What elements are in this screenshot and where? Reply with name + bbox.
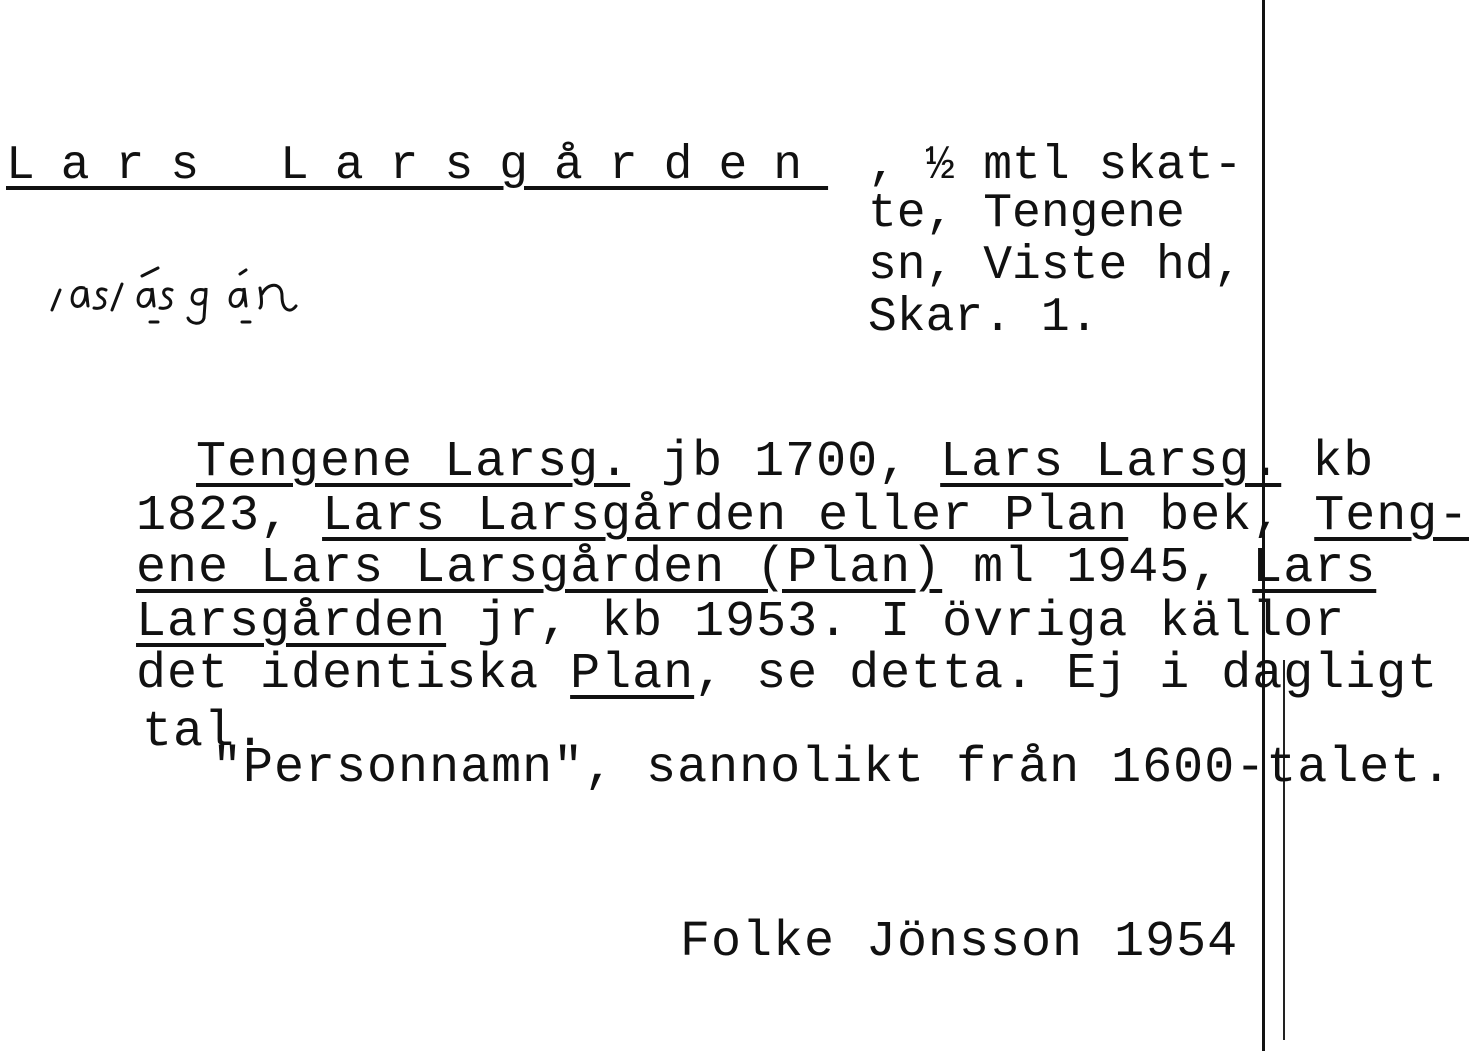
body-text: det identiska [136, 646, 571, 703]
handwritten-pronunciation [46, 240, 446, 320]
name-variant: Plan [570, 646, 695, 703]
name-variant: ene Lars Larsgården (Plan) [136, 540, 943, 597]
name-variant: Teng- [1314, 488, 1469, 545]
body-text: 1823, [136, 488, 323, 545]
name-variant: Lars [1252, 540, 1377, 597]
heading-location-line-3: Skar. 1. [868, 291, 1099, 345]
body-text: tal. [142, 704, 267, 761]
signature: Folke Jönsson 1954 [680, 914, 1239, 971]
body-text: bek, [1128, 488, 1315, 545]
name-variant: Lars Larsg. [940, 434, 1282, 491]
body-text: "Personnamn", sannolikt från 1600-talet. [212, 740, 1453, 797]
body-text: jb 1700, [630, 434, 941, 491]
heading-location-line-1: te, Tengene [868, 187, 1185, 241]
body-text: ml 1945, [942, 540, 1253, 597]
heading-location-line-2: sn, Viste hd, [868, 239, 1243, 293]
body-text: , se detta. Ej i dagligt [694, 646, 1439, 703]
body-text: kb [1281, 434, 1375, 491]
name-variant: Tengene Larsg. [196, 434, 631, 491]
place-name-heading: Lars Larsgården [6, 139, 829, 193]
name-variant: Larsgården [136, 594, 447, 651]
body-line-7 [88, 694, 1452, 844]
heading-classification: , ½ mtl skat- [868, 139, 1243, 193]
name-variant: Lars Larsgården eller Plan [322, 488, 1129, 545]
body-text: jr, kb 1953. I övriga källor [446, 594, 1346, 651]
